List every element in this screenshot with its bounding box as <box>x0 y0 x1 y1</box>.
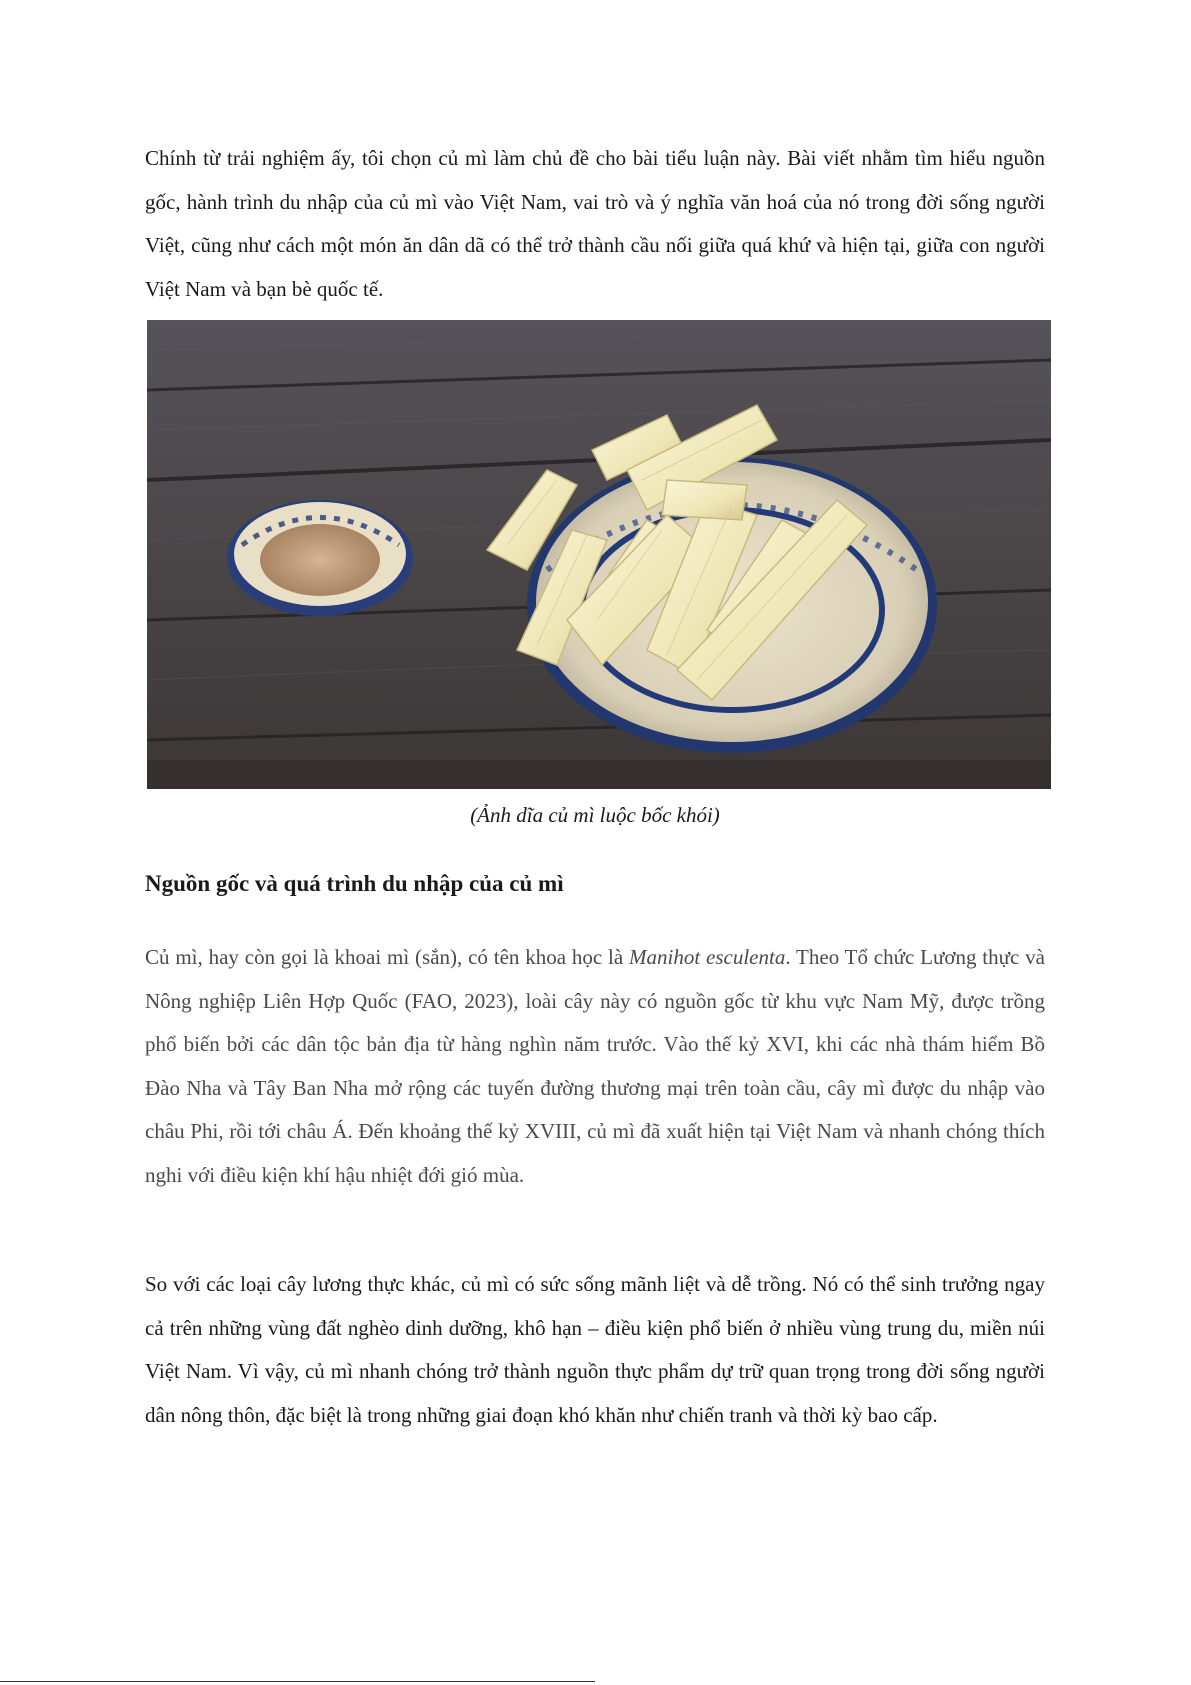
footnote-divider <box>0 1681 595 1682</box>
intro-paragraph: Chính từ trải nghiệm ấy, tôi chọn củ mì làm chủ đề cho bài tiểu luận này. Bài viết nhằm tìm hiểu nguồn gốc, hành trình du nhập của củ mì vào Việt Nam, vai trò và ý nghĩa văn hoá của nó trong đời sống người Việt, cũng như cách một món ăn dân dã có thể trở thành cầu nối giữa quá khứ và hiện tại, giữa con người Việt Nam và bạn bè quốc tế. <box>145 146 1045 301</box>
boiled-cassava-photo <box>147 320 1051 789</box>
origin-text-after: . Theo Tổ chức Lương thực và Nông nghiệp Liên Hợp Quốc (FAO, 2023), loài cây này có nguồn gốc từ khu vực Nam Mỹ, được trồng phổ biến bởi các dân tộc bản địa từ hàng nghìn năm trước. Vào thế kỷ XVI, khi các nhà thám hiểm Bồ Đào Nha và Tây Ban Nha mở rộng các tuyến đường thương mại trên toàn cầu, cây mì được du nhập vào châu Phi, rồi tới châu Á. Đến khoảng thế kỷ XVIII, củ mì đã xuất hiện tại Việt Nam và nhanh chóng thích nghi với điều kiện khí hậu nhiệt đới gió mùa. <box>145 945 1045 1187</box>
comparison-paragraph: So với các loại cây lương thực khác, củ mì có sức sống mãnh liệt và dễ trồng. Nó có thể sinh trưởng ngay cả trên những vùng đất nghèo dinh dưỡng, khô hạn – điều kiện phổ biến ở nhiều vùng trung du, miền núi Việt Nam. Vì vậy, củ mì nhanh chóng trở thành nguồn thực phẩm dự trữ quan trọng trong đời sống người dân nông thôn, đặc biệt là trong những giai đoạn khó khăn như chiến tranh và thời kỳ bao cấp. <box>145 1272 1045 1427</box>
scientific-name: Manihot esculenta <box>629 945 786 969</box>
origin-text-before: Củ mì, hay còn gọi là khoai mì (sắn), có tên khoa học là <box>145 945 630 969</box>
section-heading: Nguồn gốc và quá trình du nhập của củ mì <box>145 871 564 896</box>
photo-caption: (Ảnh dĩa củ mì luộc bốc khói) <box>470 803 720 827</box>
origin-paragraph <box>145 936 1045 1197</box>
